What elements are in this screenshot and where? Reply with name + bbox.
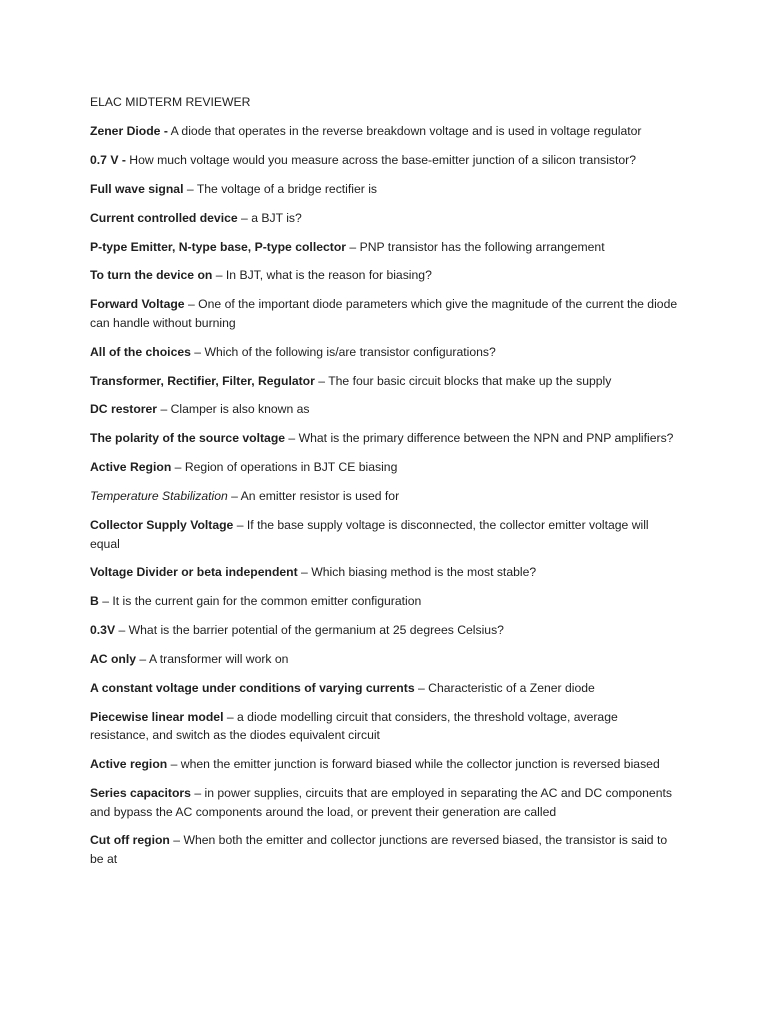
entry-description: An emitter resistor is used for	[240, 489, 400, 504]
entry-separator: –	[223, 709, 238, 724]
entry-description: a diode modelling circuit that considers, the threshold voltage, average resistance, and switch as the diodes equivalent circuit	[90, 709, 618, 743]
entry-separator: –	[157, 402, 171, 417]
entry-term: B	[90, 594, 99, 609]
entry-term: To turn the device on	[90, 268, 213, 283]
entry-term: Piecewise linear model	[90, 709, 224, 724]
entry-description: The voltage of a bridge rectifier is	[196, 181, 378, 196]
entry-separator: –	[136, 652, 149, 667]
reviewer-entry	[90, 784, 680, 821]
entry-description: What is the barrier potential of the germanium at 25 degrees Celsius?	[128, 623, 504, 638]
entry-description: Characteristic of a Zener diode	[428, 681, 595, 696]
entry-separator: –	[346, 239, 360, 254]
reviewer-entry	[90, 487, 680, 505]
entry-separator: –	[169, 833, 184, 848]
reviewer-entry	[90, 295, 680, 332]
entry-description: The four basic circuit blocks that make up the supply	[328, 373, 612, 388]
entry-term: AC only	[90, 652, 137, 667]
entry-term: All of the choices	[90, 344, 191, 359]
entry-separator: –	[184, 297, 199, 312]
reviewer-entry	[90, 831, 680, 868]
reviewer-entry	[90, 372, 680, 390]
entry-separator: –	[314, 373, 329, 388]
entry-description: When both the emitter and collector junctions are reversed biased, the transistor is said to be at	[90, 833, 668, 866]
reviewer-entry	[90, 708, 680, 745]
entry-description: Which of the following is/are transistor configurations?	[204, 344, 496, 359]
entry-term: Series capacitors	[90, 786, 191, 801]
entry-separator: –	[167, 757, 181, 772]
entry-description: Clamper is also known as	[170, 402, 310, 417]
reviewer-entry	[90, 621, 680, 639]
entry-description: a BJT is?	[251, 210, 302, 225]
reviewer-entry	[90, 151, 680, 169]
entry-term: Current controlled device	[90, 210, 238, 225]
entry-description: What is the primary difference between the NPN and PNP amplifiers?	[298, 431, 674, 446]
entry-separator: –	[227, 489, 241, 504]
reviewer-entry	[90, 679, 680, 697]
entry-term: A constant voltage under conditions of varying currents	[90, 681, 415, 696]
reviewer-entry	[90, 650, 680, 668]
entry-separator: –	[171, 460, 185, 475]
entry-separator: –	[414, 681, 429, 696]
entry-description: when the emitter junction is forward biased while the collector junction is reversed biased	[180, 757, 660, 772]
entry-description: If the base supply voltage is disconnected, the collector emitter voltage will equal	[90, 518, 649, 551]
reviewer-entry	[90, 755, 680, 773]
entry-term: The polarity of the source voltage	[90, 431, 286, 446]
reviewer-entry	[90, 122, 680, 140]
reviewer-entry	[90, 238, 680, 256]
entry-term: Transformer, Rectifier, Filter, Regulator	[90, 373, 315, 388]
entry-separator: –	[297, 565, 312, 580]
reviewer-entry	[90, 343, 680, 361]
entry-term: Temperature Stabilization	[90, 489, 228, 504]
entry-separator: –	[237, 210, 252, 225]
entry-term: Collector Supply Voltage	[90, 518, 234, 533]
document-body	[90, 93, 680, 879]
reviewer-entry	[90, 429, 680, 447]
reviewer-entry	[90, 266, 680, 284]
entry-term: Active Region	[90, 460, 172, 475]
reviewer-entry	[90, 209, 680, 227]
entry-description: It is the current gain for the common emitter configuration	[112, 594, 422, 609]
reviewer-entry	[90, 180, 680, 198]
entry-separator: –	[285, 431, 299, 446]
entry-term: 0.3V	[90, 623, 116, 638]
entry-description: PNP transistor has the following arrangement	[359, 239, 605, 254]
entry-description: Region of operations in BJT CE biasing	[184, 460, 398, 475]
entry-term: Active region	[90, 757, 168, 772]
entry-description: A transformer will work on	[148, 652, 289, 667]
reviewer-entry-list	[90, 122, 680, 868]
entry-description: A diode that operates in the reverse breakdown voltage and is used in voltage regulator	[170, 123, 642, 138]
entry-separator: –	[190, 344, 205, 359]
entry-term: DC restorer	[90, 402, 158, 417]
entry-term: Zener Diode -	[90, 123, 168, 138]
entry-description: How much voltage would you measure across the base-emitter junction of a silicon transistor?	[129, 152, 636, 167]
reviewer-entry	[90, 458, 680, 476]
entry-term: Cut off region	[90, 833, 170, 848]
entry-separator: –	[190, 786, 205, 801]
entry-description: in power supplies, circuits that are employed in separating the AC and DC components and bypass the AC components around the load, or prevent their generation are called	[90, 786, 672, 819]
entry-separator: –	[212, 268, 226, 283]
reviewer-entry	[90, 592, 680, 610]
entry-separator: –	[98, 594, 113, 609]
entry-term: 0.7 V -	[90, 152, 126, 167]
entry-description: In BJT, what is the reason for biasing?	[225, 268, 432, 283]
reviewer-entry	[90, 516, 680, 553]
reviewer-entry	[90, 563, 680, 581]
entry-separator: –	[233, 518, 247, 533]
entry-term: P-type Emitter, N-type base, P-type collector	[90, 239, 347, 254]
entry-term: Full wave signal	[90, 181, 184, 196]
entry-description: Which biasing method is the most stable?	[311, 565, 537, 580]
entry-term: Forward Voltage	[90, 297, 185, 312]
entry-term: Voltage Divider or beta independent	[90, 565, 298, 580]
reviewer-entry	[90, 400, 680, 418]
entry-separator: –	[183, 181, 197, 196]
document-title: ELAC MIDTERM REVIEWER	[90, 95, 251, 109]
entry-separator: –	[115, 623, 129, 638]
entry-description: One of the important diode parameters which give the magnitude of the current the diode can handle without burning	[90, 297, 678, 330]
